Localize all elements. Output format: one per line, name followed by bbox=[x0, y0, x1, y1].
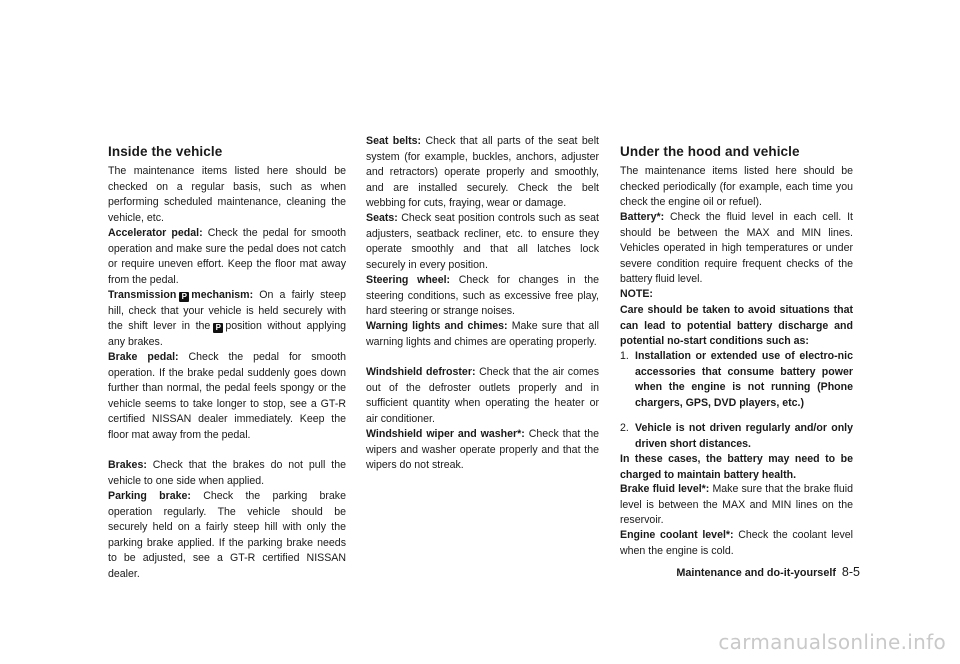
list-number: 2. bbox=[620, 422, 629, 434]
warning-text: Make sure that all warning lights and chimes are operating properly. bbox=[366, 320, 599, 348]
brake-pedal-text: Check the pedal for smooth operation. If the brake pedal suddenly goes down further than normal, the pedal feels spongy or the vehicle seems to take longer to stop, see a GT-R certified NISSAN dealer immediately. Keep the floor mat away from the pedal. bbox=[108, 351, 346, 441]
item-accelerator-pedal bbox=[108, 226, 346, 288]
transmission-text-a: On a fairly steep hill, check that your vehicle is held securely with the shift lever in the bbox=[108, 289, 346, 332]
watermark: carmanualsonline.info bbox=[718, 630, 946, 654]
note-text: Care should be taken to avoid situations that can lead to potential battery discharge and potential no-start conditions such as: bbox=[620, 304, 853, 347]
inside-intro: The maintenance items listed here should be checked on a regular basis, such as when performing scheduled maintenance, cleaning the vehicle, etc. bbox=[108, 165, 346, 224]
coolant-text: Check the coolant level when the engine is cold. bbox=[620, 529, 853, 557]
accelerator-label: Accelerator pedal: bbox=[108, 227, 203, 239]
page-number: 8-5 bbox=[841, 565, 860, 579]
battery-text: Check the fluid level in each cell. It should be between the MAX and MIN lines. Vehicles operated in high temperatures or under severe condition require frequent checks of the battery fluid level. bbox=[620, 211, 853, 285]
seat-belts-text: Check that all parts of the seat belt system (for example, buckles, anchors, adjuster and retractors) operate properly and smoothly, and are installed securely. Check the belt webbing for cuts, fraying, wear or damage. bbox=[366, 135, 599, 209]
seats-label: Seats: bbox=[366, 212, 398, 224]
transmission-label-b: mechanism: bbox=[191, 289, 254, 301]
wiper-label: Windshield wiper and washer*: bbox=[366, 428, 525, 440]
item-engine-coolant bbox=[620, 528, 853, 559]
item-transmission bbox=[108, 288, 346, 350]
transmission-text-b: position without applying any brakes. bbox=[108, 320, 346, 348]
wiper-text: Check that the wipers and washer operate properly and that the wipers do not streak. bbox=[366, 428, 599, 471]
section-title-inside-vehicle: Inside the vehicle bbox=[108, 144, 223, 159]
brakes-text: Check that the brakes do not pull the vehicle to one side when applied. bbox=[108, 459, 346, 487]
cases-text: In these cases, the battery may need to be charged to maintain battery health. bbox=[620, 453, 853, 481]
seat-belts-label: Seat belts: bbox=[366, 135, 422, 147]
footer-section-name: Maintenance and do-it-yourself bbox=[676, 567, 836, 579]
accelerator-text: Check the pedal for smooth operation and make sure the pedal does not catch or require uneven effort. Keep the floor mat away from the pedal. bbox=[108, 227, 346, 286]
item-battery bbox=[620, 210, 853, 288]
steering-text: Check for changes in the steering conditions, such as excessive free play, hard steering or strange noises. bbox=[366, 274, 599, 317]
item-windshield-wiper bbox=[366, 427, 599, 474]
park-symbol-icon: P bbox=[179, 292, 189, 302]
item-parking-brake bbox=[108, 489, 346, 582]
item-brake-pedal bbox=[108, 350, 346, 443]
seats-text: Check seat position controls such as seat adjusters, seatback recliner, etc. to ensure they operate smoothly and that all latches lock securely in every position. bbox=[366, 212, 599, 271]
item-seat-belts bbox=[366, 134, 599, 212]
steering-label: Steering wheel: bbox=[366, 274, 451, 286]
brakes-label: Brakes: bbox=[108, 459, 147, 471]
brake-pedal-label: Brake pedal: bbox=[108, 351, 179, 363]
park-symbol-icon-inline: P bbox=[213, 323, 223, 333]
list-item bbox=[620, 349, 853, 411]
list-item bbox=[620, 421, 853, 452]
item-windshield-defroster bbox=[366, 365, 599, 427]
page-footer bbox=[630, 563, 860, 581]
item-warning-lights bbox=[366, 319, 599, 350]
defroster-label: Windshield defroster: bbox=[366, 366, 476, 378]
transmission-label: Transmission bbox=[108, 289, 177, 301]
item-seats bbox=[366, 211, 599, 273]
list-text: Vehicle is not driven regularly and/or only driven short distances. bbox=[635, 422, 853, 450]
list-text: Installation or extended use of electro-nic accessories that consume battery power when the engine is not running (Phone chargers, GPS, DVD players, etc.) bbox=[635, 350, 853, 409]
brake-fluid-text: Make sure that the brake fluid level is between the MAX and MIN lines on the reservoir. bbox=[620, 483, 853, 526]
section-title-under-hood: Under the hood and vehicle bbox=[620, 144, 800, 159]
warning-label: Warning lights and chimes: bbox=[366, 320, 508, 332]
note-label: NOTE: bbox=[620, 288, 653, 300]
parking-brake-label: Parking brake: bbox=[108, 490, 191, 502]
item-brake-fluid bbox=[620, 482, 853, 529]
brake-fluid-label: Brake fluid level*: bbox=[620, 483, 710, 495]
under-hood-intro: The maintenance items listed here should be checked periodically (for example, each time you check the engine oil or refuel). bbox=[620, 165, 853, 208]
list-number: 1. bbox=[620, 350, 629, 362]
battery-label: Battery*: bbox=[620, 211, 665, 223]
item-brakes bbox=[108, 458, 346, 489]
coolant-label: Engine coolant level*: bbox=[620, 529, 734, 541]
parking-brake-text: Check the parking brake operation regularly. The vehicle should be securely held on a fairly steep hill with only the parking brake applied. If the parking brake needs to be adjusted, see a GT-R certified NISSAN dealer. bbox=[108, 490, 346, 580]
defroster-text: Check that the air comes out of the defroster outlets properly and in sufficient quantity when operating the heater or air conditioner. bbox=[366, 366, 599, 425]
item-steering-wheel bbox=[366, 273, 599, 320]
